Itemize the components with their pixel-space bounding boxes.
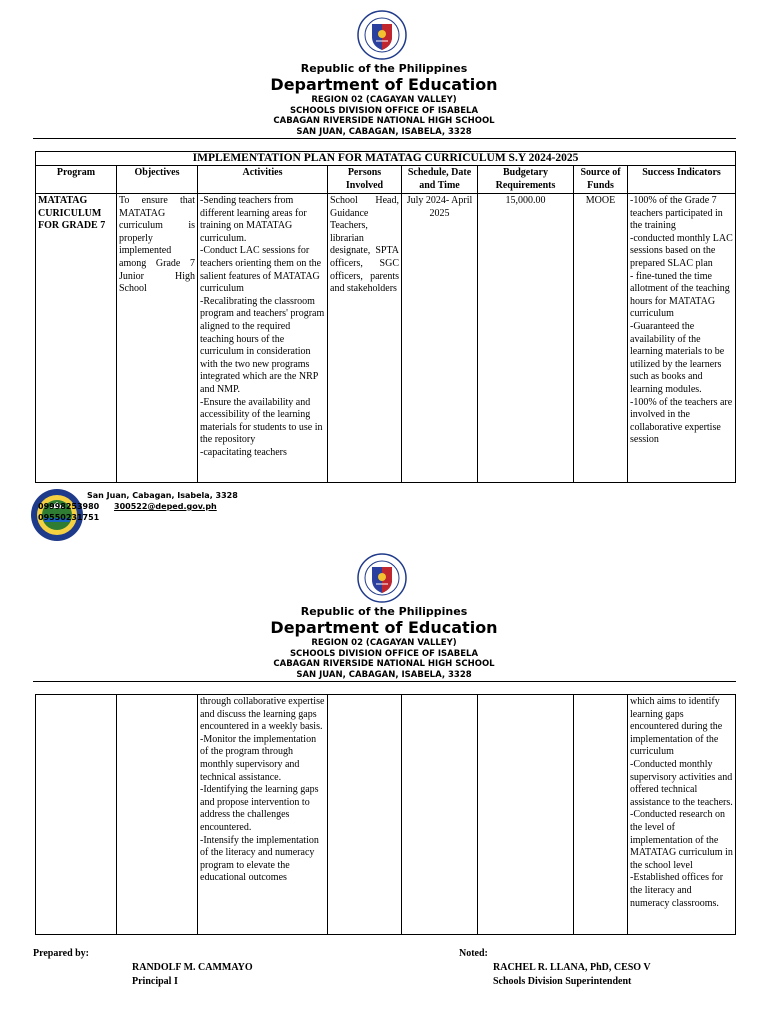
persons-cell	[328, 695, 402, 935]
deped-seal-icon	[357, 10, 407, 60]
footer-contact	[38, 490, 238, 523]
schedule-cell: July 2024- April 2025	[402, 194, 478, 483]
activities-cell: -Sending teachers from different learning areas for training on MATATAG curriculum. -Conduct LAC sessions for teachers orienting them on the salient features of MATATAG curriculum -Recalibrating the classroom program and teachers' program aligned to the required teaching hours of the curriculum in consideration with the two new programs integrated which are the NRP and NMP. -Ensure the availability and accessibility of the learning materials for students to use in the repository -capacitating teachers	[198, 194, 328, 483]
budget-cell: 15,000.00	[478, 194, 574, 483]
noted-label: Noted:	[459, 948, 488, 959]
column-header: Schedule, Date and Time	[402, 166, 478, 194]
address-line: SAN JUAN, CABAGAN, ISABELA, 3328	[296, 126, 472, 137]
column-header: Program	[36, 166, 117, 194]
program-cell	[36, 695, 117, 935]
column-header: Budgetary Requirements	[478, 166, 574, 194]
noted-name: RACHEL R. LLANA, PhD, CESO V	[493, 962, 651, 973]
budget-cell	[478, 695, 574, 935]
program-cell: MATATAG CURICULUM FOR GRADE 7	[36, 194, 117, 483]
region-line: REGION 02 (CAGAYAN VALLEY)	[311, 95, 457, 105]
department-title: Department of Education	[270, 618, 498, 637]
persons-cell: School Head, Guidance Teachers, librarian designate, SPTA officers, SGC officers, parents and stakeholders	[328, 194, 402, 483]
deped-seal-icon	[357, 553, 407, 603]
table-row	[36, 194, 736, 483]
letterhead-page-2	[0, 605, 768, 680]
table-header-row	[36, 166, 736, 194]
funds-cell: MOOE	[574, 194, 628, 483]
table-title: IMPLEMENTATION PLAN FOR MATATAG CURRICULUM S.Y 2024-2025	[36, 152, 736, 166]
schedule-cell	[402, 695, 478, 935]
column-header: Objectives	[117, 166, 198, 194]
implementation-plan-table-continued	[35, 694, 736, 935]
footer-phone-2: 09550231751	[38, 513, 100, 522]
region-line: REGION 02 (CAGAYAN VALLEY)	[311, 638, 457, 648]
prepared-by-label: Prepared by:	[33, 948, 90, 959]
division-line: SCHOOLS DIVISION OFFICE OF ISABELA	[289, 105, 479, 116]
header-divider	[33, 681, 736, 682]
table-row	[36, 695, 736, 935]
department-title: Department of Education	[270, 75, 498, 94]
prepared-by-name: RANDOLF M. CAMMAYO	[132, 962, 253, 973]
objectives-cell	[117, 695, 198, 935]
republic-line: Republic of the Philippines	[300, 62, 468, 75]
footer-phone: 09998253980	[38, 502, 100, 511]
division-line: SCHOOLS DIVISION OFFICE OF ISABELA	[289, 648, 479, 659]
footer-address: San Juan, Cabagan, Isabela, 3328	[87, 491, 238, 500]
column-header: Persons Involved	[328, 166, 402, 194]
footer-email[interactable]: 300522@deped.gov.ph	[114, 502, 217, 511]
column-header: Success Indicators	[628, 166, 736, 194]
header-divider	[33, 138, 736, 139]
letterhead	[0, 62, 768, 137]
prepared-by-title: Principal I	[132, 976, 178, 987]
school-line: CABAGAN RIVERSIDE NATIONAL HIGH SCHOOL	[273, 116, 495, 126]
address-line: SAN JUAN, CABAGAN, ISABELA, 3328	[296, 669, 472, 680]
school-line: CABAGAN RIVERSIDE NATIONAL HIGH SCHOOL	[273, 659, 495, 669]
indicators-cell: which aims to identify learning gaps encountered during the implementation of the curriculum -Conducted monthly supervisory activities and offered technical assistance to the teachers. -Conducted research on the level of implementation of the MATATAG curriculum in the school level -Established offices for the literacy and numeracy classrooms.	[628, 695, 736, 935]
objectives-cell: To ensure that MATATAG curriculum is properly implemented among Grade 7 Junior High School	[117, 194, 198, 483]
indicators-cell: -100% of the Grade 7 teachers participated in the training -conducted monthly LAC sessions based on the prepared SLAC plan - fine-tuned the time allotment of the teaching hours for MATATAG curriculum -Guaranteed the availability of the learning materials to be utilized by the learners such as books and learning modules. -100% of the teachers are involved in the collaborative expertise session	[628, 194, 736, 483]
funds-cell	[574, 695, 628, 935]
noted-title: Schools Division Superintendent	[493, 976, 632, 987]
column-header: Source of Funds	[574, 166, 628, 194]
activities-cell: through collaborative expertise and discuss the learning gaps encountered in a weekly basis. -Monitor the implementation of the program through monthly supervisory and technical assistance. -Identifying the learning gaps and propose intervention to address the challenges encountered. -Intensify the implementation of the literacy and numeracy program to elevate the educational outcomes	[198, 695, 328, 935]
column-header: Activities	[198, 166, 328, 194]
republic-line: Republic of the Philippines	[300, 605, 468, 618]
implementation-plan-table	[35, 151, 736, 483]
